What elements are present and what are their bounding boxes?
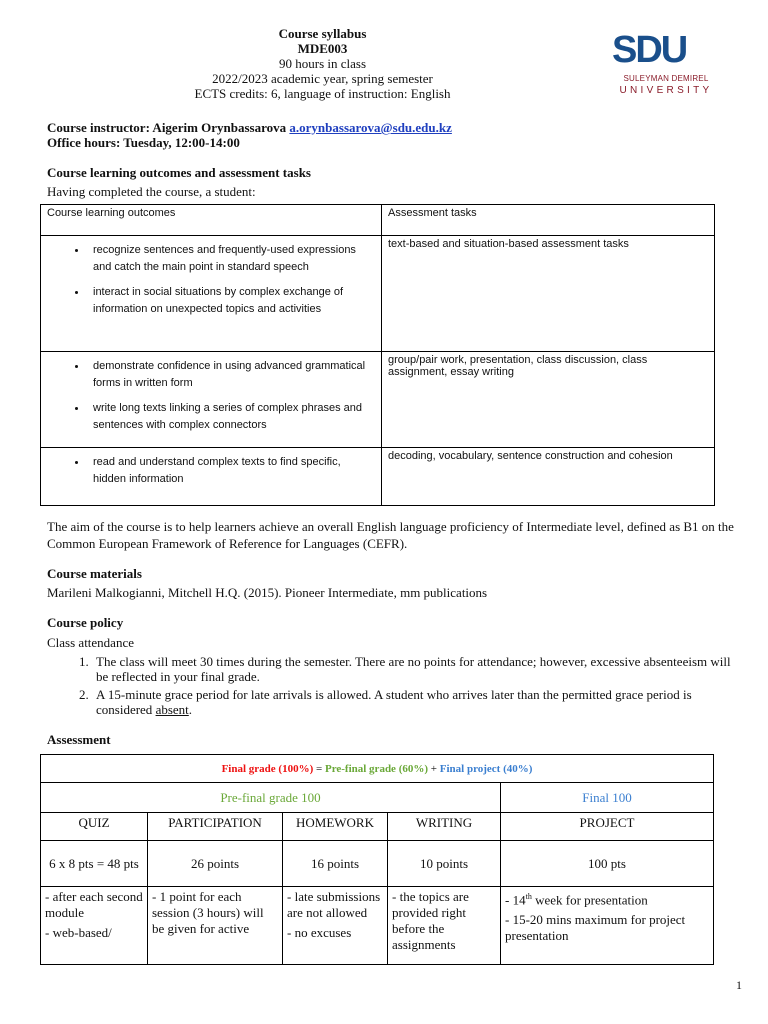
grade-formula [41,755,714,783]
columns-row [41,813,714,841]
assessment-heading: Assessment [47,732,111,747]
logo-line2: UNIVERSITY [619,85,713,96]
note: - no excuses [287,925,352,940]
note: - the topics are provided right before the assignments [392,889,469,952]
project-points: 100 pts [501,841,714,887]
policy-list [40,654,740,720]
outcome-item: • demonstrate confidence in using advanced grammatical forms in written form [87,358,375,392]
col-quiz: QUIZ [41,813,148,841]
writing-notes [388,887,501,965]
instructor-email-link[interactable]: a.orynbassarova@sdu.edu.kz [289,120,452,135]
course-hours: 90 hours in class [278,56,367,71]
policy-heading: Course policy [47,615,124,630]
quiz-points: 6 x 8 pts = 48 pts [41,841,148,887]
formula-final: Final grade (100%) [221,762,314,775]
doc-title: Course syllabus [278,26,367,41]
policy-sub: Class attendance [47,635,134,650]
materials-heading: Course materials [47,566,142,581]
note-text: week for presentation [531,892,648,908]
participation-points: 26 points [148,841,283,887]
col-homework: HOMEWORK [283,813,388,841]
policy-item2-text: A 15-minute grace period for late arrivals is allowed. A student who arrives later than the permitted grace period is considered [96,687,692,717]
outcomes-header-row [41,205,715,236]
course-code: MDE003 [297,41,348,56]
col-tasks: Assessment tasks [382,205,715,236]
points-row [41,841,714,887]
project-notes [501,887,714,965]
note-sup: th [525,892,532,901]
outcome-item: • interact in social situations by complex exchange of information on unexpected topics and activities [87,284,375,318]
task-cell: decoding, vocabulary, sentence construction and cohesion [382,448,715,506]
outcome-item: • read and understand complex texts to find specific, hidden information [87,454,375,488]
outcomes-row [41,352,715,448]
quiz-notes [41,887,148,965]
note: - web-based/ [45,925,112,940]
formula-pre: Pre-final grade (60%) [324,762,429,775]
academic-year: 2022/2023 academic year, spring semester [212,71,433,86]
header-block [160,26,485,101]
participation-notes [148,887,283,965]
formula-row [41,755,714,783]
note: - late submissions are not allowed [287,889,381,920]
writing-points: 10 points [388,841,501,887]
homework-notes [283,887,388,965]
outcome-item: • write long texts linking a series of complex phrases and sentences with complex connectors [87,400,375,434]
task-cell: group/pair work, presentation, class discussion, class assignment, essay writing [382,352,715,448]
section-row [41,783,714,813]
policy-item: 1. The class will meet 30 times during the semester. There are no points for attendance; however, excessive absenteeism will be reflected in your final grade. [92,654,740,684]
note: - after each second module [45,889,143,920]
outcomes-intro: Having completed the course, a student: [47,184,256,199]
outcomes-row [41,236,715,352]
instructor-line [47,120,452,136]
formula-plus: + [428,762,440,775]
homework-points: 16 points [283,841,388,887]
note: - 1 point for each session (3 hours) will be given for active [152,889,264,936]
note: - 15-20 mins maximum for project presentation [505,912,686,944]
page-number: 1 [736,978,742,992]
prefinal-header: Pre-final grade 100 [41,783,501,813]
col-participation: PARTICIPATION [148,813,283,841]
formula-eq: = [313,762,325,775]
formula-proj: Final project (40%) [439,762,533,775]
logo-mark: SDU [612,29,687,71]
col-writing: WRITING [388,813,501,841]
notes-row [41,887,714,965]
policy-item2-end: . [188,702,193,717]
note [505,889,709,908]
policy-item [92,687,740,717]
outcomes-table [40,204,715,506]
instructor-label: Course instructor: Aigerim Orynbassarova [47,120,287,135]
assessment-table [40,754,714,965]
task-cell: text-based and situation-based assessment tasks [382,236,715,352]
outcomes-cell [41,352,382,448]
materials-text: Marileni Malkogianni, Mitchell H.Q. (2015). Pioneer Intermediate, mm publications [47,585,488,600]
final-header: Final 100 [501,783,714,813]
absent-word: absent [155,702,189,717]
col-outcomes: Course learning outcomes [41,205,382,236]
ects-credits: ECTS credits: 6, language of instruction: English [194,86,451,101]
col-project: PROJECT [501,813,714,841]
office-hours: Office hours: Tuesday, 12:00-14:00 [47,135,240,150]
outcomes-row [41,448,715,506]
university-logo [612,30,720,100]
outcomes-heading: Course learning outcomes and assessment tasks [47,165,311,180]
outcomes-cell [41,236,382,352]
note-text: - 14 [505,892,526,908]
outcome-item: • recognize sentences and frequently-used expressions and catch the main point in standard speech [87,242,375,276]
outcomes-cell [41,448,382,506]
logo-line1: SULEYMAN DEMIREL [623,74,709,83]
course-aim: The aim of the course is to help learners achieve an overall English language proficiency of Intermediate level, defined as B1 on the Common European Framework of Reference for Languages (CEFR). [47,519,734,551]
